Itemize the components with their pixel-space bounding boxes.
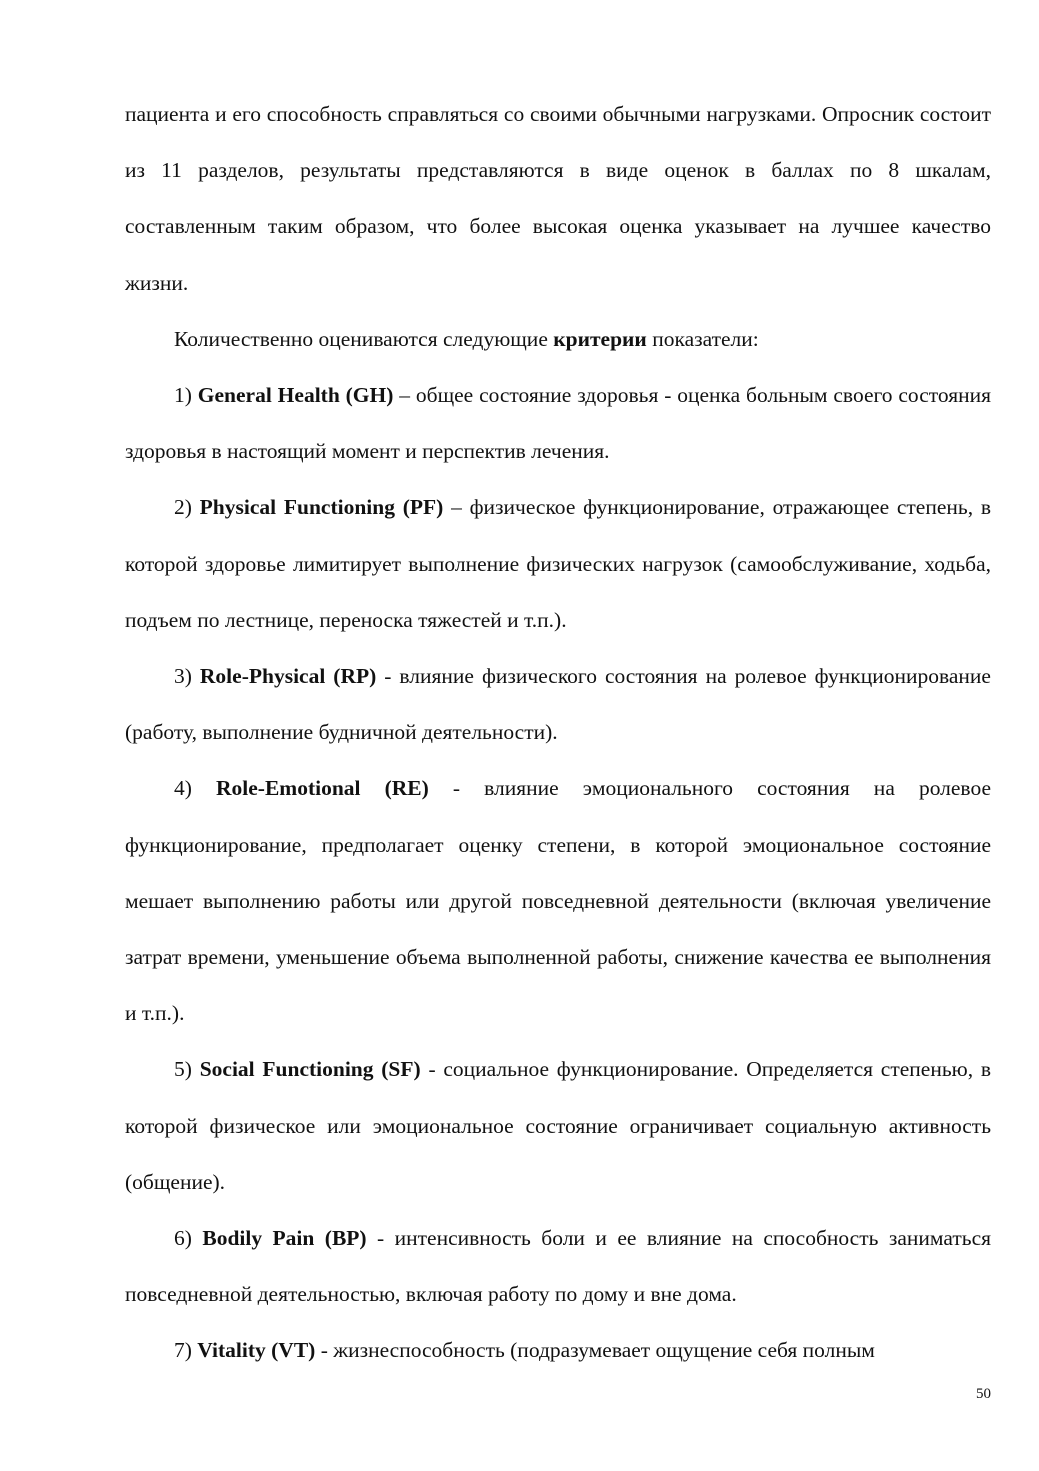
criteria-text-before: Количественно оцениваются следующие xyxy=(174,326,554,351)
criteria-paragraph xyxy=(125,311,991,367)
criteria-bold-word: критерии xyxy=(553,326,647,351)
list-item xyxy=(125,648,991,760)
item-number: 5) xyxy=(174,1057,200,1082)
item-description: - влияние физического состояния на ролевое функционирование (работу, выполнение будничной деятельности). xyxy=(125,664,991,745)
item-term: Social Functioning (SF) xyxy=(199,1057,421,1082)
list-item xyxy=(125,1041,991,1210)
item-number: 1) xyxy=(174,383,198,408)
item-description: – физическое функционирование, отражающее степень, в которой здоровье лимитирует выполнение физических нагрузок (самообслуживание, ходьба, подъем по лестнице, переноска тяжестей и т.п.). xyxy=(125,495,991,632)
item-term: Vitality (VT) xyxy=(197,1338,316,1363)
body-text xyxy=(125,86,991,1379)
item-description: - влияние эмоционального состояния на ролевое функционирование, предполагает оценку степени, в которой эмоциональное состояние мешает выполнению работы или другой повседневной деятельности (включая увеличение затрат времени, уменьшение объема выполненной работы, снижение качества ее выполнения и т.п.). xyxy=(125,776,991,1026)
item-term: Role-Physical (RP) xyxy=(199,664,377,689)
item-description: – общее состояние здоровья - оценка больным своего состояния здоровья в настоящий момент и перспектив лечения. xyxy=(125,383,991,464)
item-number: 3) xyxy=(174,664,200,689)
item-term: Role-Emotional (RE) xyxy=(216,776,429,801)
item-number: 6) xyxy=(174,1226,203,1251)
item-term: General Health (GH) xyxy=(197,383,394,408)
item-number: 2) xyxy=(174,495,200,520)
item-term: Physical Functioning (PF) xyxy=(199,495,444,520)
list-item xyxy=(125,367,991,479)
page-number: 50 xyxy=(976,1386,991,1402)
intro-paragraph: пациента и его способность справляться со своими обычными нагрузками. Опросник состоит из 11 разделов, результаты представляются в виде оценок в баллах по 8 шкалам, составленным таким образом, что более высокая оценка указывает на лучшее качество жизни. xyxy=(125,102,991,295)
list-item xyxy=(125,479,991,648)
item-number: 4) xyxy=(174,776,217,801)
item-description: - жизнеспособность (подразумевает ощущение себя полным xyxy=(315,1338,875,1363)
item-description: - социальное функционирование. Определяется степенью, в которой физическое или эмоциональное состояние ограничивает социальную активность (общение). xyxy=(125,1057,991,1194)
list-item xyxy=(125,760,991,1041)
item-term: Bodily Pain (BP) xyxy=(202,1226,367,1251)
list-item xyxy=(125,1210,991,1322)
item-number: 7) xyxy=(174,1338,198,1363)
item-description: - интенсивность боли и ее влияние на способность заниматься повседневной деятельностью, включая работу по дому и вне дома. xyxy=(125,1226,991,1307)
list-item xyxy=(125,1322,991,1378)
criteria-text-after: показатели: xyxy=(646,326,759,351)
